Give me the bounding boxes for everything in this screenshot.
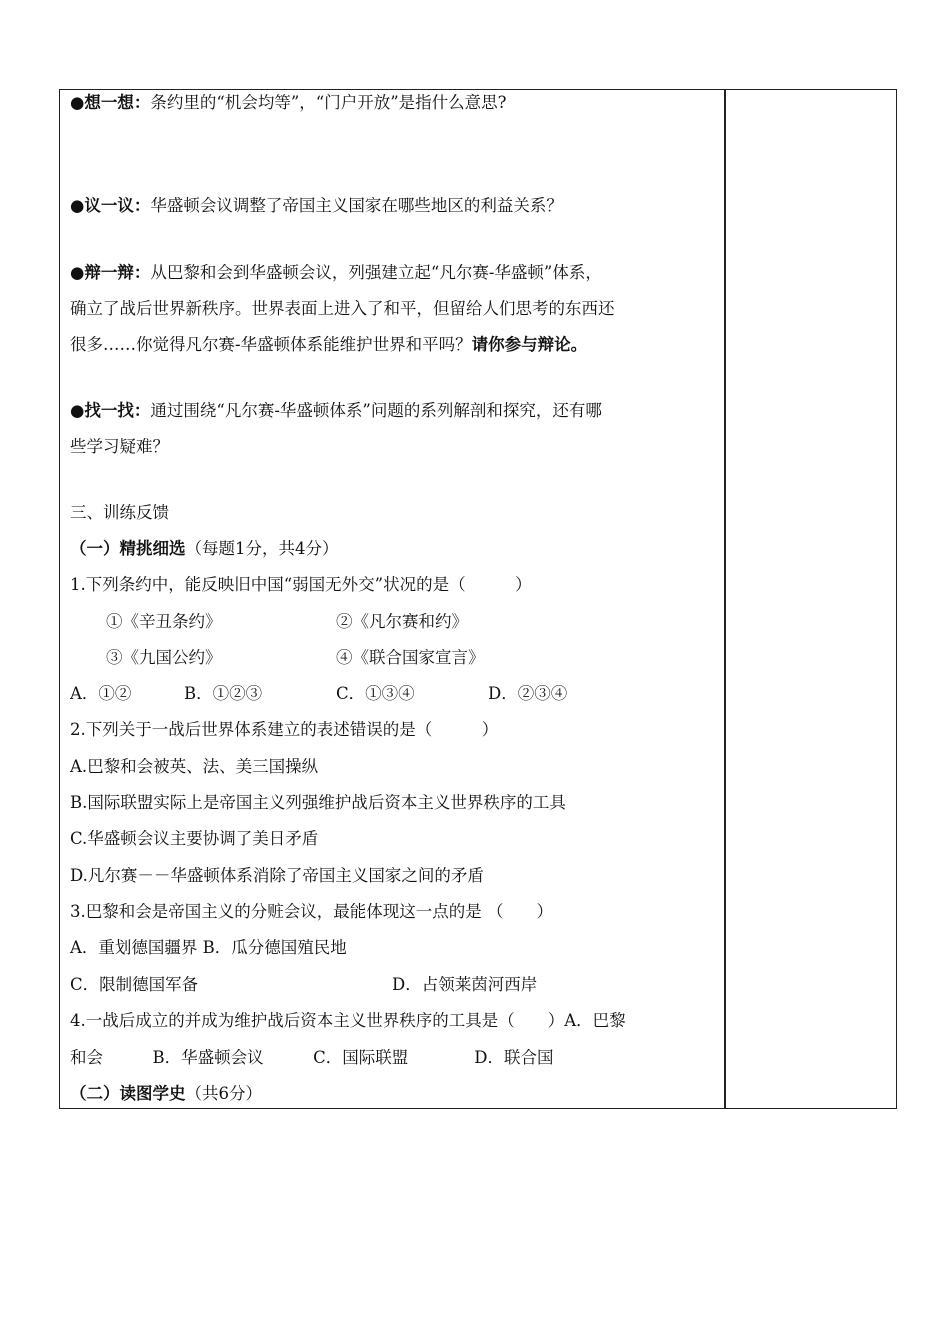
- item1-option-b: B．①②③: [184, 684, 263, 703]
- item1-option-d: D．②③④: [488, 684, 568, 703]
- find-question-line1: ●找一找：通过围绕“凡尔赛-华盛顿体系”问题的系列解剖和探究，还有哪: [70, 401, 602, 420]
- item3-stem: 3.巴黎和会是帝国主义的分赃会议，最能体现这一点的是 （ ）: [70, 902, 553, 921]
- item1-choice-d: ④《联合国家宣言》: [336, 648, 485, 667]
- item1-option-c: C．①③④: [336, 684, 415, 703]
- item1-option-a: A．①②: [70, 684, 132, 703]
- debate-question-line3: 很多……你觉得凡尔赛-华盛顿体系能维护世界和平吗？请你参与辩论。: [70, 335, 588, 354]
- find-question-line2: 些学习疑难？: [70, 437, 169, 456]
- item1-choice-c: ③《九国公约》: [106, 648, 222, 667]
- debate-question-line2: 确立了战后世界新秩序。世界表面上进入了和平，但留给人们思考的东西还: [70, 299, 615, 318]
- item2-option-a: A.巴黎和会被英、法、美三国操纵: [70, 757, 319, 776]
- item2-option-b: B.国际联盟实际上是帝国主义列强维护战后资本主义世界秩序的工具: [70, 793, 566, 812]
- item1-stem: 1.下列条约中，能反映旧中国“弱国无外交”状况的是（ ）: [70, 575, 532, 594]
- debate-question-line1: ●辩一辩：从巴黎和会到华盛顿会议，列强建立起“凡尔赛-华盛顿”体系，: [70, 263, 602, 282]
- item3-option-ab: A．重划德国疆界 B．瓜分德国殖民地: [70, 938, 347, 957]
- column-divider: [724, 89, 726, 1109]
- item2-option-c: C.华盛顿会议主要协调了美日矛盾: [70, 829, 319, 848]
- item4-line2: 和会 B．华盛顿会议 C．国际联盟 D．联合国: [70, 1048, 554, 1067]
- item3-option-d: D．占领莱茵河西岸: [392, 975, 538, 994]
- item4-line1: 4.一战后成立的并成为维护战后资本主义世界秩序的工具是（ ）A．巴黎: [70, 1011, 626, 1030]
- item3-option-c: C．限制德国军备: [70, 975, 199, 994]
- part2-heading: （二）读图学史（共6分）: [70, 1084, 262, 1103]
- item2-stem: 2.下列关于一战后世界体系建立的表述错误的是（ ）: [70, 720, 499, 739]
- part1-heading: （一）精挑细选（每题1分，共4分）: [70, 539, 339, 558]
- item2-option-d: D.凡尔赛－－华盛顿体系消除了帝国主义国家之间的矛盾: [70, 866, 484, 885]
- think-question: ●想一想：条约里的“机会均等”，“门户开放”是指什么意思?: [70, 93, 507, 112]
- item1-choice-b: ②《凡尔赛和约》: [336, 612, 468, 631]
- section-heading: 三、训练反馈: [70, 503, 169, 522]
- item1-choice-a: ①《辛丑条约》: [106, 612, 222, 631]
- discuss-question: ●议一议：华盛顿会议调整了帝国主义国家在哪些地区的利益关系？: [70, 196, 563, 215]
